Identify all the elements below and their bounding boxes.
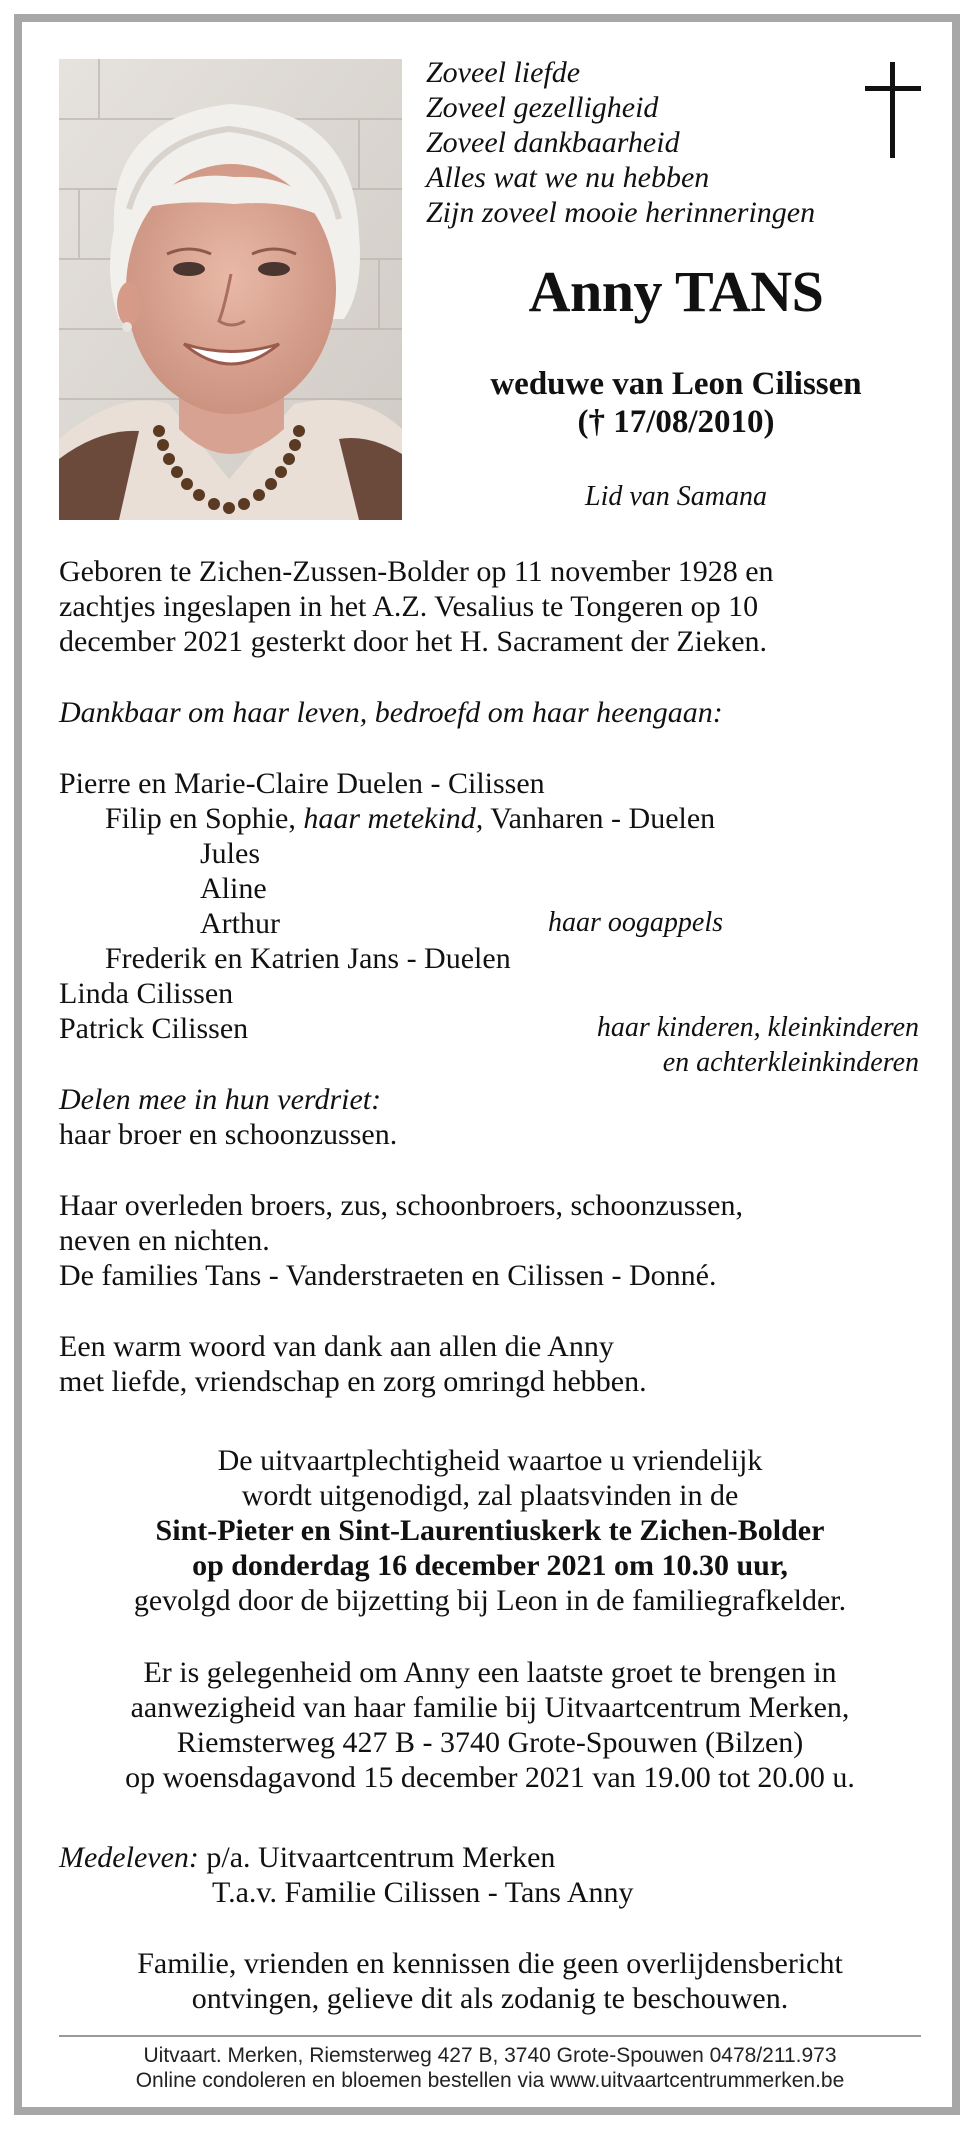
condolence-address: p/a. Uitvaartcentrum Merken [206, 1841, 556, 1874]
widow-info [426, 365, 926, 441]
text-line: De uitvaartplechtigheid waartoe u vriendelijk [217, 1444, 763, 1477]
footer-line: Online condoleren en bloemen bestellen via www.uitvaartcentrummerken.be [135, 2069, 845, 2092]
share-line: haar broer en schoonzussen. [59, 1118, 398, 1151]
share-label: Delen mee in hun verdriet: [59, 1083, 382, 1116]
kinderen-label: en achterkleinkinderen [662, 1047, 919, 1078]
notice-text [59, 1946, 921, 2016]
condolence-attn: T.a.v. Familie Cilissen - Tans Anny [212, 1876, 634, 1909]
family-line: Frederik en Katrien Jans - Duelen [105, 942, 511, 975]
poem [426, 55, 815, 230]
warm-words [59, 1329, 647, 1399]
text-line: gevolgd door de bijzetting bij Leon in de familiegrafkelder. [133, 1584, 847, 1617]
text-line: wordt uitgenodigd, zal plaatsvinden in de [241, 1479, 739, 1512]
family-relation: haar metekind, [303, 802, 484, 835]
text-line: neven en nichten. [59, 1224, 270, 1257]
family-line [105, 801, 715, 836]
text-line: Er is gelegenheid om Anny een laatste groet te brengen in [143, 1656, 837, 1689]
cross-icon [865, 62, 921, 158]
text-line: Familie, vrienden en kennissen die geen overlijdensbericht [137, 1947, 843, 1980]
text-line: zachtjes ingeslapen in het A.Z. Vesalius te Tongeren op 10 [59, 590, 759, 623]
funeral-info [59, 1443, 921, 1618]
poem-line: Alles wat we nu hebben [426, 161, 710, 194]
text-line: Geboren te Zichen-Zussen-Bolder op 11 november 1928 en [59, 555, 774, 588]
oogappels-label: haar oogappels [548, 907, 723, 938]
family-line: Pierre en Marie-Claire Duelen - Cilissen [59, 767, 545, 800]
grandchild: Jules [200, 837, 260, 870]
kinderen-label: haar kinderen, kleinkinderen [596, 1012, 919, 1043]
text-line: De families Tans - Vanderstraeten en Cilissen - Donné. [59, 1259, 717, 1292]
footer-divider [59, 2035, 921, 2037]
text-line: met liefde, vriendschap en zorg omringd hebben. [59, 1365, 647, 1398]
condolence-line [59, 1840, 555, 1875]
family-line: Linda Cilissen [59, 977, 234, 1010]
footer [59, 2043, 921, 2093]
widow-date: († 17/08/2010) [577, 404, 775, 440]
footer-line: Uitvaart. Merken, Riemsterweg 427 B, 3740 Grote-Spouwen 0478/211.973 [143, 2044, 837, 2067]
greeting-info [59, 1655, 921, 1795]
poem-line: Zoveel gezelligheid [426, 91, 659, 124]
funeral-date: op donderdag 16 december 2021 om 10.30 uur, [192, 1549, 788, 1582]
birth-text [59, 554, 774, 659]
text-line: Een warm woord van dank aan allen die Anny [59, 1330, 614, 1363]
deceased-name: Anny TANS [528, 259, 824, 324]
text-line: ontvingen, gelieve dit als zodanig te beschouwen. [191, 1982, 789, 2015]
condolence-label: Medeleven: [59, 1841, 199, 1874]
text-line: op woensdagavond 15 december 2021 van 19.00 tot 20.00 u. [125, 1761, 855, 1794]
membership: Lid van Samana [585, 481, 767, 512]
grandchild: Arthur [200, 907, 280, 940]
grandchild: Aline [200, 872, 267, 905]
text-line: aanwezigheid van haar familie bij Uitvaartcentrum Merken, [130, 1691, 850, 1724]
text-line: Haar overleden broers, zus, schoonbroers, schoonzussen, [59, 1189, 743, 1222]
text-line: Riemsterweg 427 B - 3740 Grote-Spouwen (Bilzen) [176, 1726, 804, 1759]
deceased-relatives [59, 1188, 743, 1293]
poem-line: Zoveel dankbaarheid [426, 126, 680, 159]
family-name: Vanharen - Duelen [490, 802, 716, 835]
funeral-location: Sint-Pieter en Sint-Laurentiuskerk te Zichen-Bolder [155, 1514, 825, 1547]
widow-line: weduwe van Leon Cilissen [490, 366, 862, 402]
family-line: Patrick Cilissen [59, 1012, 249, 1045]
poem-line: Zoveel liefde [426, 56, 581, 89]
poem-line: Zijn zoveel mooie herinneringen [426, 196, 816, 229]
thanks-line: Dankbaar om haar leven, bedroefd om haar heengaan: [59, 696, 723, 729]
portrait-photo [59, 59, 402, 520]
text-line: december 2021 gesterkt door het H. Sacrament der Zieken. [59, 625, 768, 658]
family-name: Filip en Sophie, [105, 802, 296, 835]
